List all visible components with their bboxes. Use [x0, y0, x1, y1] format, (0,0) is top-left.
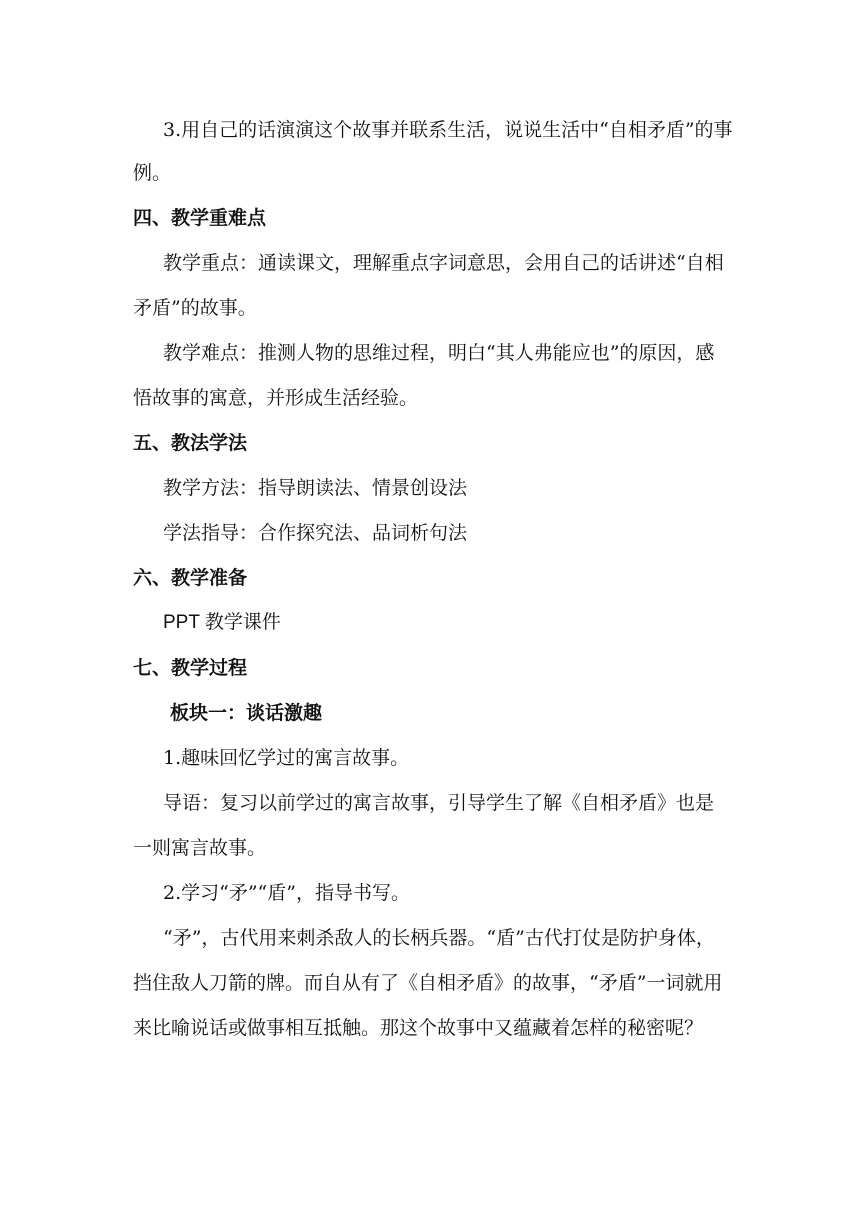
section-heading-process: 七、教学过程 [133, 657, 248, 679]
difficulty-text-continued: 悟故事的寓意，并形成生活经验。 [133, 387, 419, 409]
explanation-text: “矛”，古代用来刺杀敌人的长柄兵器。“盾”古代打仗是防护身体， [163, 927, 715, 949]
section-heading-key-difficulties: 四、教学重难点 [133, 207, 267, 229]
key-point-text-continued: 矛盾”的故事。 [133, 297, 257, 319]
block-one-heading: 板块一：谈话激趣 [170, 702, 323, 724]
objective-3-text: 3.用自己的话演演这个故事并联系生活，说说生活中“自相矛盾”的事 [163, 119, 733, 141]
preparation-text: PPT 教学课件 [163, 612, 281, 633]
guide-text: 导语：复习以前学过的寓言故事，引导学生了解《自相矛盾》也是 [163, 792, 715, 814]
section-heading-methods: 五、教法学法 [133, 432, 248, 454]
step-two-text: 2.学习“矛”“盾”，指导书写。 [163, 882, 410, 904]
step-one-text: 1.趣味回忆学过的寓言故事。 [163, 747, 410, 769]
section-heading-preparation: 六、教学准备 [133, 567, 248, 589]
explanation-text-final: 来比喻说话或做事相互抵触。那这个故事中又蕴藏着怎样的秘密呢？ [133, 1017, 704, 1039]
key-point-text: 教学重点：通读课文，理解重点字词意思，会用自己的话讲述“自相 [163, 252, 724, 274]
difficulty-text: 教学难点：推测人物的思维过程，明白“其人弗能应也”的原因，感 [163, 342, 715, 364]
guide-text-continued: 一则寓言故事。 [133, 837, 267, 859]
learning-method-text: 学法指导：合作探究法、品词析句法 [163, 522, 468, 544]
explanation-text-continued: 挡住敌人刀箭的牌。而自从有了《自相矛盾》的故事，“矛盾”一词就用 [133, 972, 723, 994]
objective-3-text-continued: 例。 [133, 162, 172, 184]
teaching-method-text: 教学方法：指导朗读法、情景创设法 [163, 477, 468, 499]
